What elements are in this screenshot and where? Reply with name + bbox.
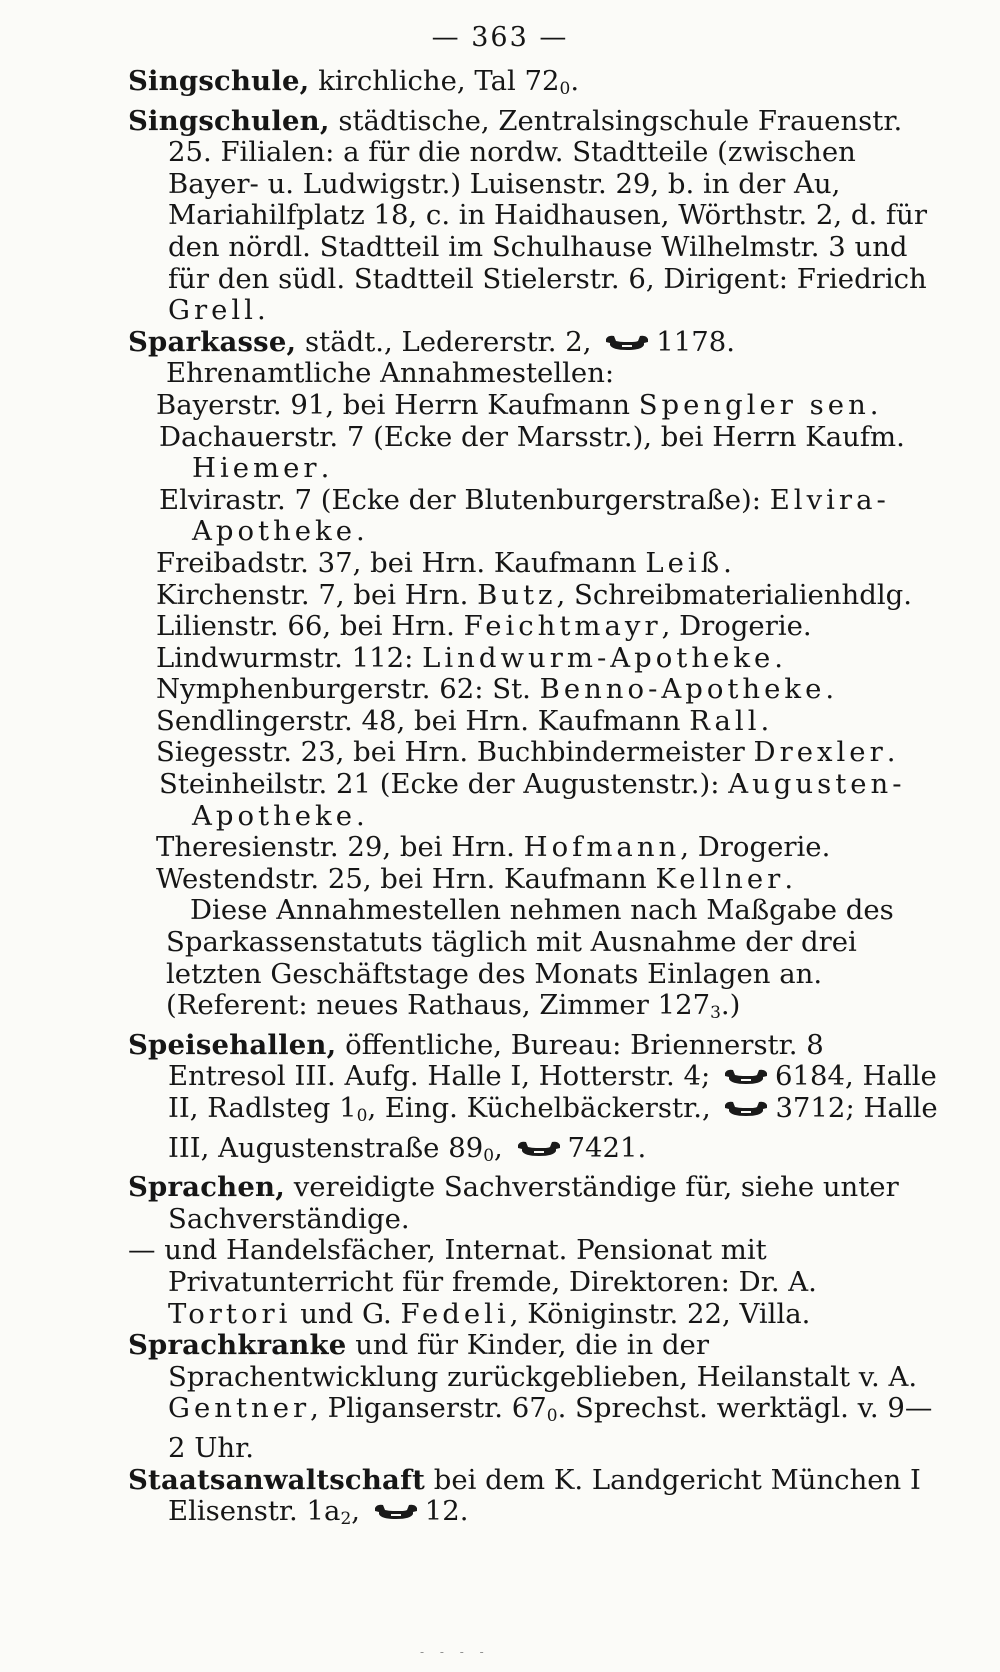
entry-text: und für Kinder, die in der Sprachentwicklung zurückgeblieben, Heilanstalt v. A. <box>168 1329 918 1393</box>
entry-heading: Sprachkranke <box>128 1329 347 1362</box>
entry-sparkasse <box>128 327 943 359</box>
telephone-icon <box>723 1067 769 1087</box>
annahmestelle-item <box>128 706 943 738</box>
address-tail: . <box>356 515 365 548</box>
house-suffix: 0 <box>546 1406 558 1427</box>
person-name: Drexler <box>753 736 887 769</box>
annahmestelle-item <box>128 390 943 422</box>
entry-tail: . <box>570 65 580 97</box>
person-name: Leiß <box>645 546 724 579</box>
telephone-number: 6184 <box>775 1060 846 1093</box>
person-name: Rall <box>689 704 761 737</box>
telephone-icon <box>516 1139 562 1159</box>
address: Lilienstr. 66, bei Hrn. <box>156 610 464 643</box>
entry-text: , Halle II, Radlsteg 1 <box>168 1060 937 1124</box>
entry-singschulen <box>128 106 943 327</box>
entry-tail: . <box>459 1495 469 1528</box>
address: Elvirastr. 7 (Ecke der Blutenburgerstraße): <box>159 483 770 516</box>
entry-tail: , Königinstr. 22, Villa. <box>509 1297 811 1330</box>
entry-text: Internat. Pensionat mit Privatunterricht für fremde, Direktoren: Dr. A. <box>168 1234 817 1298</box>
address: Steinheilstr. 21 (Ecke der Augustenstr.): <box>159 768 729 801</box>
pharmacy-name: Augusten-Apotheke <box>192 768 906 832</box>
entry-sprachen <box>128 1172 943 1235</box>
address: Lindwurmstr. 112: <box>156 641 423 674</box>
address: Nymphenburgerstr. 62: St. <box>156 673 540 706</box>
annahmestelle-item <box>128 769 943 832</box>
address-tail: . <box>869 388 879 421</box>
person-name: Grell <box>168 294 257 327</box>
entry-heading: Staatsanwaltschaft <box>128 1463 426 1496</box>
entry-text: städtische, Zentralsingschule Frauenstr. 25. Filialen: a für die nordw. Stadtteile (zwischen Bayer- u. Ludwigstr.) Luisenstr. 29, b. in der Au, Mariahilfplatz 18, c. in Haidhausen, Wörthstr. 2, d. für den nördl. Stadtteil im Schulhause Wilhelmstr. 3 und für den südl. Stadtteil Stielerstr. 6, Dirigent: Friedrich <box>168 104 927 295</box>
sparkasse-note <box>128 895 943 1029</box>
note-tail: .) <box>720 989 741 1022</box>
footer-mark: - - - - <box>420 1645 490 1659</box>
telephone-number: 7421 <box>567 1131 638 1164</box>
entry-heading: Sprachen, <box>128 1171 285 1204</box>
entry-text: und G. <box>291 1297 401 1330</box>
person-name: Spengler sen <box>638 388 870 421</box>
entry-text: kirchliche, Tal 72 <box>309 65 560 97</box>
address-tail: . <box>784 862 794 895</box>
entry-text: bei dem K. Landgericht München I Elisenstr. 1a <box>168 1463 921 1528</box>
telephone-icon <box>373 1502 419 1522</box>
annahmestelle-item <box>128 737 943 769</box>
entry-heading: Singschule, <box>128 65 310 97</box>
person-name: Gentner <box>168 1392 311 1425</box>
telephone-icon <box>604 333 650 353</box>
address-tail: , Schreibmaterialienhdlg. <box>556 578 912 611</box>
address-tail: . <box>356 799 365 832</box>
annahmestelle-item <box>128 643 943 675</box>
annahmestelle-item <box>128 548 943 580</box>
address-tail: . <box>886 736 896 769</box>
annahmestellen-intro: Ehrenamtliche Annahmestellen: <box>166 357 615 390</box>
entry-heading: Speisehallen, <box>128 1028 337 1061</box>
person-name: Kellner <box>655 862 785 895</box>
entry-tail: . <box>637 1131 647 1164</box>
entry-text: , <box>494 1131 512 1164</box>
address-tail: . <box>774 641 784 674</box>
entry-sprachkranke <box>128 1330 943 1464</box>
entry-speisehallen <box>128 1030 943 1172</box>
note-text: Diese Annahmestellen nehmen nach Maßgabe des Sparkassenstatuts täglich mit Ausnahme der drei letzten Geschäftstage des Monats Einlagen an. (Referent: neues Rathaus, Zimmer 127 <box>166 894 894 1022</box>
house-suffix: 0 <box>356 1106 368 1126</box>
address-tail: , Drogerie. <box>661 610 812 643</box>
person-name: Tortori <box>168 1297 292 1330</box>
annahmestelle-item <box>128 422 943 485</box>
telephone-number: 3712 <box>775 1092 846 1124</box>
entry-tail: . <box>726 325 735 358</box>
page-number: — 363 — <box>431 22 569 53</box>
address: Bayerstr. 91, bei Herrn Kaufmann <box>156 388 639 421</box>
room-suffix: 3 <box>710 1003 721 1024</box>
entry-staatsanwaltschaft <box>128 1465 943 1536</box>
directory-entries <box>128 66 943 1536</box>
address: Theresienstr. 29, bei Hrn. <box>156 831 524 864</box>
person-name: Butz <box>477 578 557 611</box>
address-tail: . <box>723 546 732 579</box>
address: Westendstr. 25, bei Hrn. Kaufmann <box>156 862 656 895</box>
pharmacy-name: Elvira-Apotheke <box>192 483 890 548</box>
entry-heading: Singschulen, <box>128 104 330 137</box>
entry-tail: . Sprechst. werktägl. v. 9—2 Uhr. <box>168 1392 933 1464</box>
address: Sendlingerstr. 48, bei Hrn. Kaufmann <box>156 704 690 737</box>
annahmestelle-item <box>128 832 943 864</box>
annahmestelle-item <box>128 611 943 643</box>
house-suffix: 0 <box>483 1145 495 1166</box>
entry-text: städt., Ledererstr. 2, <box>296 325 601 358</box>
person-name: Feichtmayr <box>463 610 662 643</box>
entry-tail: . <box>256 294 266 327</box>
entry-text: vereidigte Sachverständige für, siehe unter Sachverständige. <box>168 1171 899 1235</box>
annahmestelle-item <box>128 674 943 706</box>
house-suffix: 0 <box>559 79 571 99</box>
address-tail: . <box>760 704 770 737</box>
annahmestelle-item <box>128 485 943 548</box>
house-suffix: 2 <box>340 1509 352 1530</box>
entry-text: , Pliganserstr. 67 <box>310 1392 547 1425</box>
entry-text: , Eing. Küchelbäckerstr., <box>367 1092 720 1124</box>
person-name: Hofmann <box>523 831 681 864</box>
address-tail: . <box>320 452 330 485</box>
pharmacy-name: Benno-Apotheke <box>539 673 826 706</box>
annahmestelle-item <box>128 864 943 896</box>
person-name: Hiemer <box>192 452 321 485</box>
address: Siegesstr. 23, bei Hrn. Buchbindermeister <box>156 736 754 769</box>
entry-heading: — und Handelsfächer, <box>128 1234 436 1267</box>
address: Dachauerstr. 7 (Ecke der Marsstr.), bei Herrn Kaufm. <box>159 420 905 453</box>
telephone-number: 1178 <box>656 325 727 358</box>
pharmacy-name: Lindwurm-Apotheke <box>422 641 775 674</box>
telephone-number: 12 <box>424 1495 460 1528</box>
address: Freibadstr. 37, bei Hrn. Kaufmann <box>156 546 646 579</box>
address-tail: . <box>825 673 835 706</box>
entry-heading: Sparkasse, <box>128 325 297 358</box>
annahmestelle-item <box>128 580 943 612</box>
telephone-icon <box>723 1099 769 1119</box>
entry-singschule <box>128 66 943 106</box>
entry-sprachen-handelsfaecher <box>128 1235 943 1330</box>
entry-text: ; Halle III, Augustenstraße 89 <box>168 1092 938 1164</box>
address: Kirchenstr. 7, bei Hrn. <box>156 578 478 611</box>
entry-text: , <box>351 1495 369 1528</box>
person-name: Fedeli <box>400 1297 510 1330</box>
entry-text: öffentliche, Bureau: Briennerstr. 8 Entresol III. Aufg. Halle I, Hotterstr. 4; <box>168 1028 824 1093</box>
address-tail: , Drogerie. <box>680 831 831 864</box>
